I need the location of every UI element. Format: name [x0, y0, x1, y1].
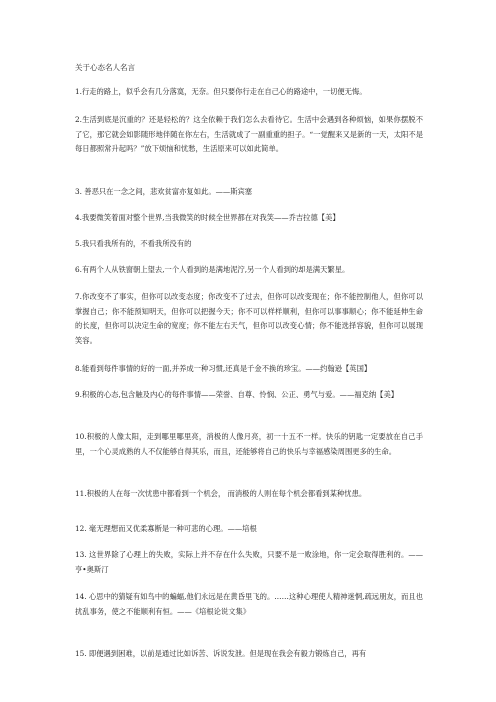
- quote-item-7: 7.你改变不了事实，但你可以改变态度；你改变不了过去，但你可以改变现在；你不能控制他人，但你可以掌握自己；你不能预知明天，但你可以把握今天；你不可以样样顺利，但你可以事事顺心；你不能延伸生命的长度，但你可以决定生命的宽度；你不能左右天气，但你可以改变心情；你不能选择容貌，但你可以展现笑容。: [75, 292, 423, 345]
- quote-item-12: 12. 毫无理想而又优柔寡断是一种可悲的心理。——培根: [75, 524, 257, 533]
- quote-item-13: 13. 这世界除了心理上的失败，实际上并不存在什么失败，只要不是一败涂地，你一定会取得胜利的。——亨•奥斯汀: [75, 550, 423, 574]
- quote-item-9: 9.积极的心态,包含触及内心的每件事情——荣誉、自尊、怜悯、公正、勇气与爱。——福克纳【美】: [75, 390, 399, 399]
- quote-item-3: 3. 善恶只在一念之间，悲欢贫富亦复如此。——斯宾塞: [75, 187, 253, 196]
- quote-item-6: 6.有两个人从铁窗朝上望去,一个人看到的是满地泥泞,另一个人看到的却是满天繁星。: [75, 265, 350, 274]
- quote-item-8: 8.能看到每件事情的好的一面,并养成一种习惯,还真是千金不换的珍宝。——约翰逊【英国】: [75, 364, 372, 373]
- quote-item-10: 10.积极的人像太阳，走到哪里哪里亮，消极的人像月亮，初一十五不一样。快乐的钥匙一定要放在自己手里，一个心灵成熟的人不仅能够自得其乐，而且，还能够将自己的快乐与幸福感染周围更多的生命。: [75, 432, 423, 456]
- document-title: 关于心态名人名言: [75, 63, 135, 72]
- quote-item-1: 1.行走的路上，似乎会有几分落寞，无奈。但只要你行走在自己心的路途中，一切便无悔。: [75, 87, 367, 96]
- quote-item-15: 15. 即便遇到困难，以前是通过比如诉苦、诉说发泄。但是现在我会有毅力锻炼自己，再有: [75, 649, 367, 658]
- quote-item-11: 11.积极的人在每一次忧患中都看到一个机会， 而消极的人则在每个机会都看到某种忧患。: [75, 489, 367, 498]
- quote-item-14: 14. 心思中的猜疑有如鸟中的蝙蝠,他们永远是在黄昏里飞的。……这种心理使人精神迷惘,疏远朋友，而且也扰乱事务，使之不能顺利有恒。——《培根论说文集》: [75, 592, 423, 616]
- quote-item-5: 5.我只看我所有的，不看我所没有的: [75, 239, 192, 248]
- quote-item-2: 2.生活到底是沉重的？还是轻松的？这全依赖于我们怎么去看待它。生活中会遇到各种烦恼，如果你摆脱不了它，那它就会如影随形地伴随在你左右，生活就成了一副重重的担子。“一觉醒来又是新的一天，太阳不是每日都照常升起吗？”放下烦恼和忧愁，生活原来可以如此简单。: [75, 115, 423, 154]
- quote-item-4: 4.我要微笑着面对整个世界,当我微笑的时候全世界都在对我笑——乔吉拉德【美】: [75, 213, 340, 222]
